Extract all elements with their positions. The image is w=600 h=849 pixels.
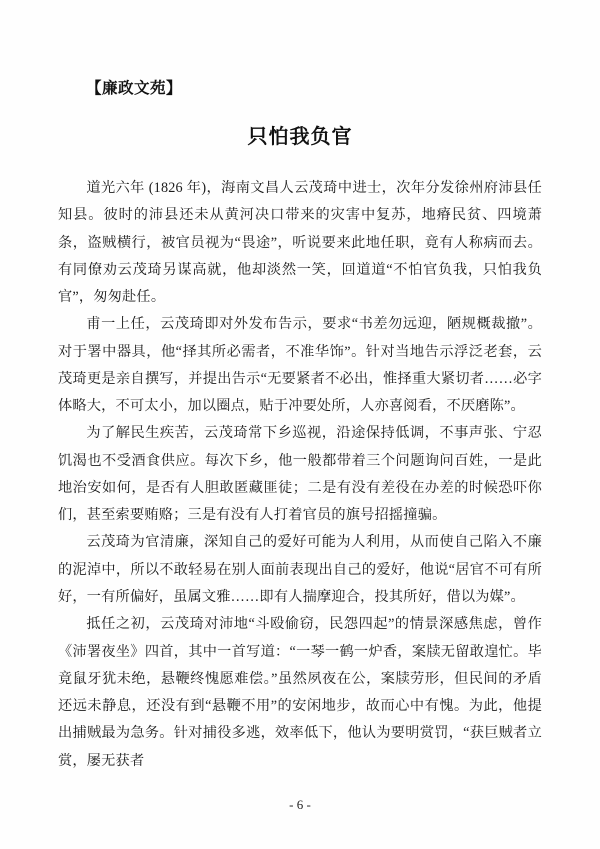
paragraph: 云茂琦为官清廉，深知自己的爱好可能为人利用，从而使自己陷入不廉的泥淖中，所以不敢轻易在别人面前表现出自己的爱好，他说“居官不可有所好，一有所偏好，虽属文雅……即有人揣摩迎合，投其所好，借以为媒”。 [58, 534, 542, 605]
category-tag: 【廉政文苑】 [86, 80, 183, 97]
paragraph: 为了解民生疾苦，云茂琦常下乡巡视，沿途保持低调，不事声张、宁忍饥渴也不受酒食供应。每次下乡，他一般都带着三个问题询问百姓，一是此地治安如何，是否有人胆敢匿藏匪徒；二是有没有差役在办差的时候恐吓你们，甚至索要贿赂；三是有没有人打着官员的旗号招摇撞骗。 [58, 425, 542, 524]
paragraph: 抵任之初，云茂琦对沛地“斗殴偷窃，民怨四起”的情景深感焦虑，曾作《沛署夜坐》四首，其中一首写道：“一琴一鹤一炉香，案牍无留敢遑忙。毕竟鼠牙犹未绝，悬鞭终愧愿难偿。”虽然夙夜在公，案牍劳形，但民间的矛盾还远未静息，还没有到“悬鞭不用”的安闲地步，故而心中有愧。为此，他提出捕贼最为急务。针对捕役多逃，效率低下，他认为要明赏罚，“获巨贼者立赏，屡无获者 [58, 616, 542, 769]
paragraph: 甫一上任，云茂琦即对外发布告示，要求“书差勿远迎，陋规概裁撤”。对于署中器具，他“择其所必需者，不准华饰”。针对当地告示浮泛老套，云茂琦更是亲自撰写，并提出告示“无要紧者不必出，惟择重大紧切者……必字体略大，不可太小，加以圈点，贴于冲要处所，人亦喜阅看，不厌磨陈”。 [58, 316, 542, 415]
page-title: 只怕我负官 [247, 126, 353, 148]
page-number: - 6 - [289, 797, 311, 812]
paragraph: 道光六年 (1826 年)，海南文昌人云茂琦中进士，次年分发徐州府沛县任知县。彼时的沛县还未从黄河决口带来的灾害中复苏，地瘠民贫、四境萧条，盗贼横行，被官员视为“畏途”，听说要来此地任职，竟有人称病而去。有同僚劝云茂琦另谋高就，他却淡然一笑，回道道“不怕官负我，只怕我负官”，匆匆赴任。 [58, 180, 542, 306]
article-body [58, 175, 542, 775]
